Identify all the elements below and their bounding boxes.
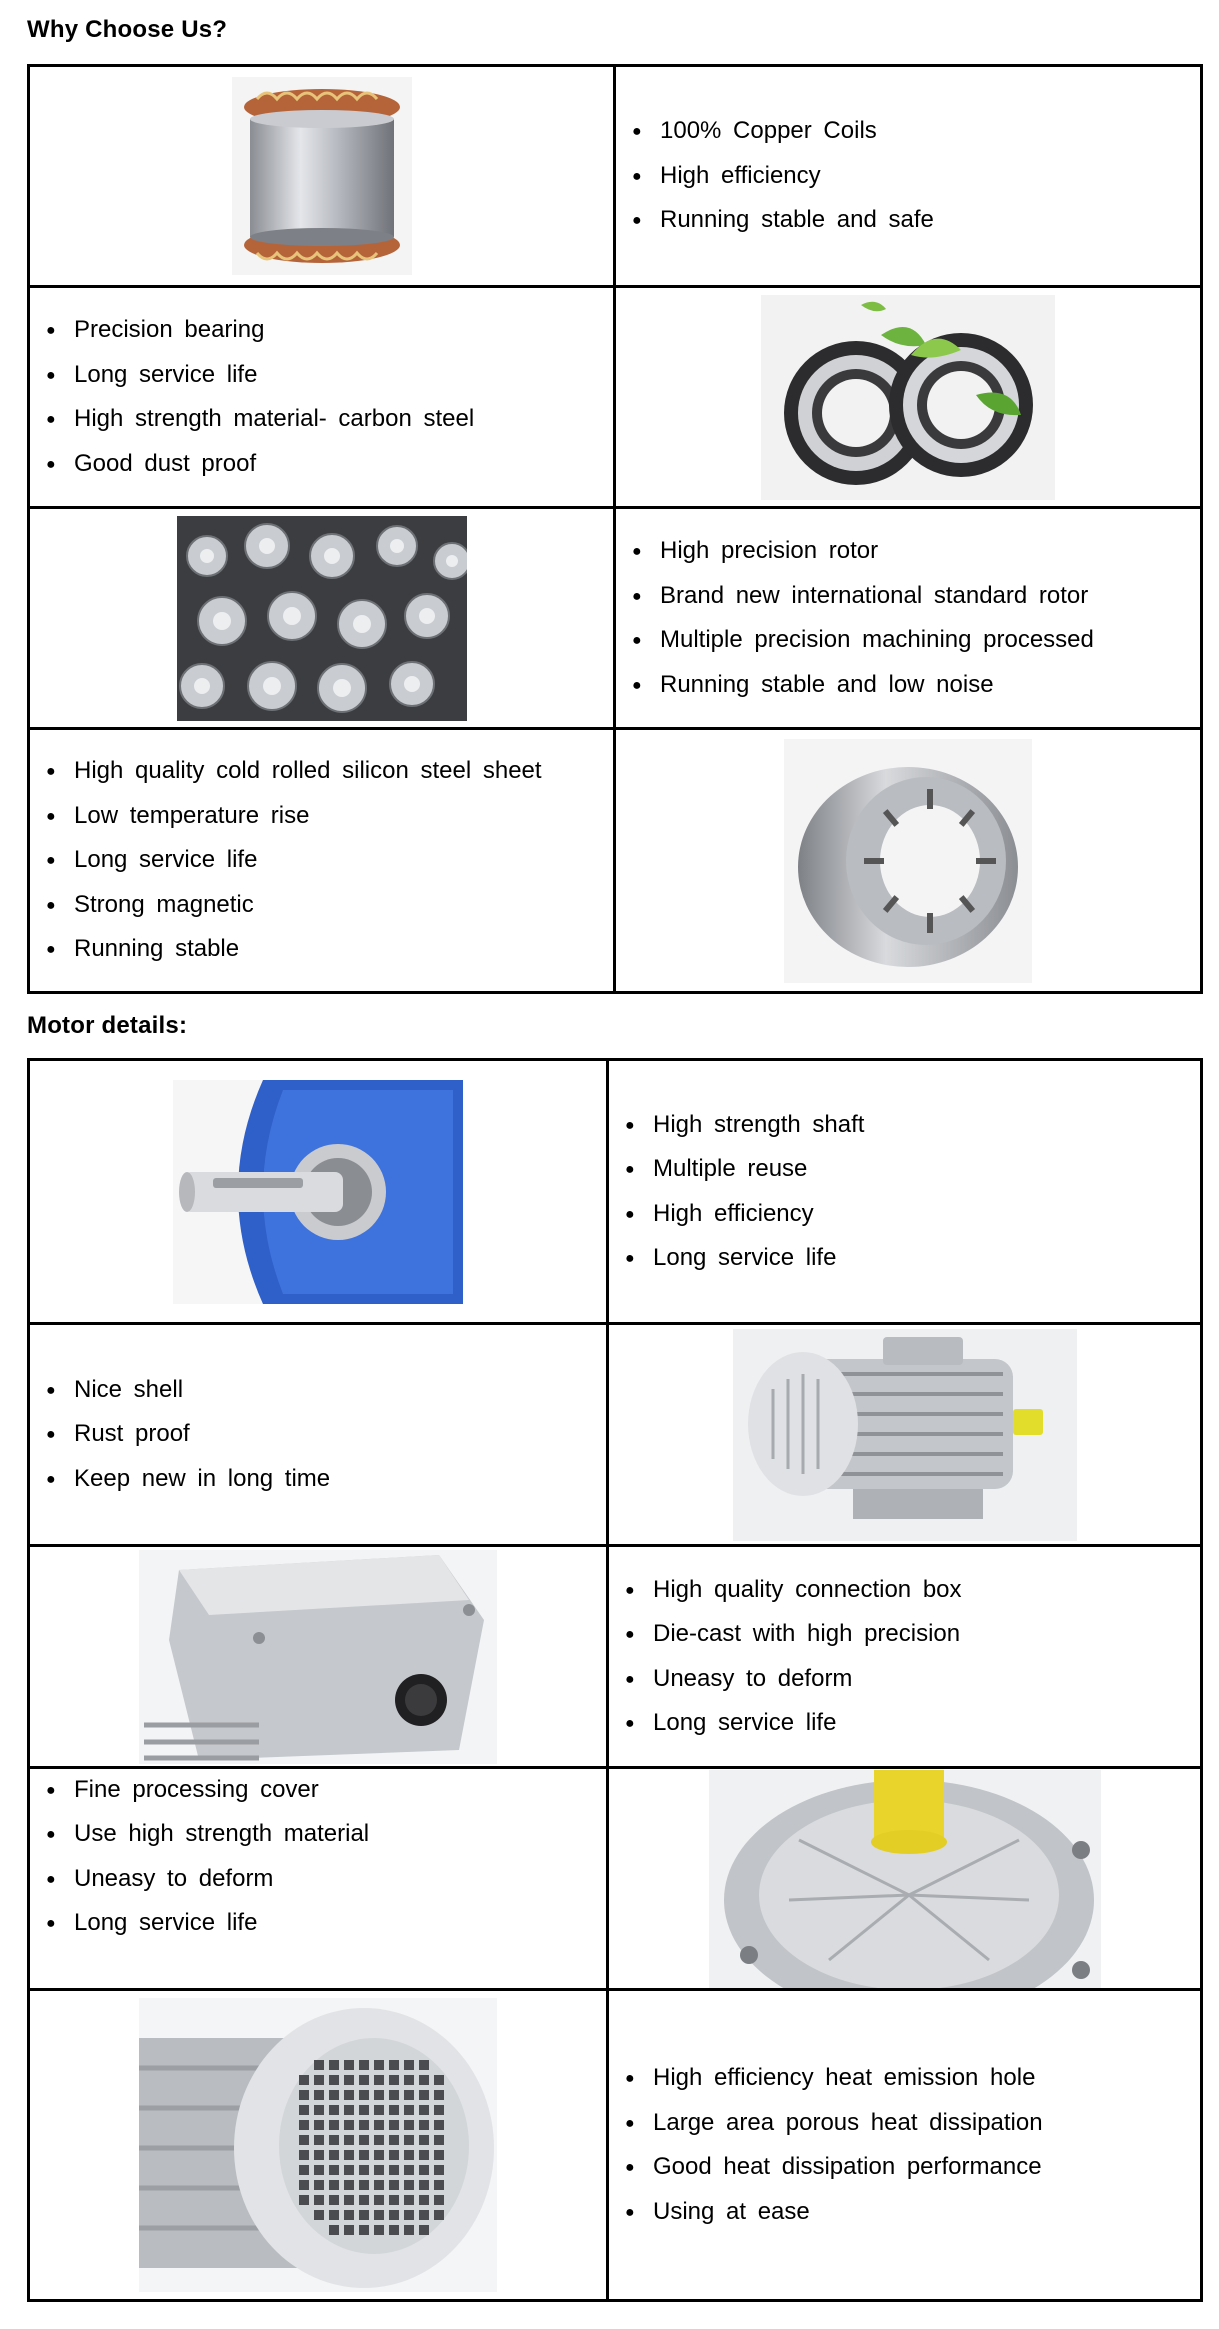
feature-list — [623, 1568, 1200, 1746]
image-cell — [29, 66, 615, 287]
feature-list — [44, 1768, 606, 1946]
image-cell — [615, 729, 1202, 993]
feature-cell — [608, 1990, 1202, 2301]
feature-item: ● Using at ease — [623, 2190, 1200, 2235]
feature-item: ● Running stable and safe — [630, 198, 1200, 243]
feature-item: ● Multiple precision machining processed — [630, 618, 1200, 663]
image-cell — [615, 287, 1202, 508]
table-row — [29, 66, 1202, 287]
feature-cell — [608, 1546, 1202, 1768]
feature-item: ● Strong magnetic — [44, 883, 613, 928]
table-row — [29, 1060, 1202, 1324]
feature-item: ● Low temperature rise — [44, 794, 613, 839]
fan-cover-photo — [139, 1998, 497, 2292]
feature-list — [44, 1368, 606, 1502]
image-cell — [29, 1546, 608, 1768]
feature-list — [630, 109, 1200, 243]
feature-cell — [608, 1060, 1202, 1324]
feature-item: ● Uneasy to deform — [44, 1857, 606, 1902]
motor-details-table — [27, 1058, 1203, 2302]
feature-list — [44, 308, 613, 486]
feature-item: ● Long service life — [44, 353, 613, 398]
feature-item: ● Uneasy to deform — [623, 1657, 1200, 1702]
feature-item: ● High strength shaft — [623, 1103, 1200, 1148]
feature-item: ● High efficiency heat emission hole — [623, 2056, 1200, 2101]
why-choose-us-table — [27, 64, 1203, 994]
feature-item: ● Rust proof — [44, 1412, 606, 1457]
image-cell — [608, 1324, 1202, 1546]
connection-box-photo — [139, 1550, 497, 1764]
section-heading-motor-details: Motor details: — [27, 1012, 188, 1039]
feature-cell — [29, 1324, 608, 1546]
image-cell — [29, 508, 615, 729]
motor-shaft-photo — [173, 1080, 463, 1304]
feature-item: ● Long service life — [623, 1236, 1200, 1281]
table-row — [29, 1546, 1202, 1768]
feature-item: ● High precision rotor — [630, 529, 1200, 574]
motor-shell-photo — [733, 1329, 1077, 1541]
feature-list — [44, 749, 613, 972]
feature-item: ● Running stable and low noise — [630, 663, 1200, 708]
feature-item: ● Good heat dissipation performance — [623, 2145, 1200, 2190]
feature-item: ● Multiple reuse — [623, 1147, 1200, 1192]
feature-item: ● Die-cast with high precision — [623, 1612, 1200, 1657]
feature-item: ● Brand new international standard rotor — [630, 574, 1200, 619]
feature-item: ● Fine processing cover — [44, 1768, 606, 1813]
table-row — [29, 729, 1202, 993]
table-row — [29, 287, 1202, 508]
feature-item: ● Good dust proof — [44, 442, 613, 487]
feature-cell — [29, 729, 615, 993]
feature-item: ● Running stable — [44, 927, 613, 972]
feature-item: ● Precision bearing — [44, 308, 613, 353]
feature-list — [623, 1103, 1200, 1281]
feature-list — [623, 2056, 1200, 2234]
feature-item: ● Long service life — [623, 1701, 1200, 1746]
feature-item: ● Long service life — [44, 1901, 606, 1946]
image-cell — [29, 1060, 608, 1324]
feature-list — [630, 529, 1200, 707]
feature-item: ● Large area porous heat dissipation — [623, 2101, 1200, 2146]
feature-item: ● High strength material- carbon steel — [44, 397, 613, 442]
feature-item: ● High quality connection box — [623, 1568, 1200, 1613]
feature-item: ● Use high strength material — [44, 1812, 606, 1857]
table-row — [29, 508, 1202, 729]
table-row — [29, 1768, 1202, 1990]
feature-item: ● High efficiency — [623, 1192, 1200, 1237]
image-cell — [608, 1768, 1202, 1990]
feature-item: ● High quality cold rolled silicon steel sheet — [44, 749, 613, 794]
table-row — [29, 1324, 1202, 1546]
feature-item: ● High efficiency — [630, 154, 1200, 199]
feature-item: ● Keep new in long time — [44, 1457, 606, 1502]
feature-cell — [615, 66, 1202, 287]
feature-cell — [615, 508, 1202, 729]
stator-core-photo — [784, 739, 1032, 983]
section-heading-why-choose-us: Why Choose Us? — [27, 16, 228, 43]
image-cell — [29, 1990, 608, 2301]
table-row — [29, 1990, 1202, 2301]
feature-cell — [29, 1768, 608, 1990]
rotor-shafts-photo — [177, 516, 467, 721]
feature-item: ● Nice shell — [44, 1368, 606, 1413]
feature-item: ● 100% Copper Coils — [630, 109, 1200, 154]
stator-coil-photo — [232, 77, 412, 275]
bearing-photo — [761, 295, 1055, 500]
feature-cell — [29, 287, 615, 508]
end-cover-photo — [709, 1770, 1101, 1988]
feature-item: ● Long service life — [44, 838, 613, 883]
